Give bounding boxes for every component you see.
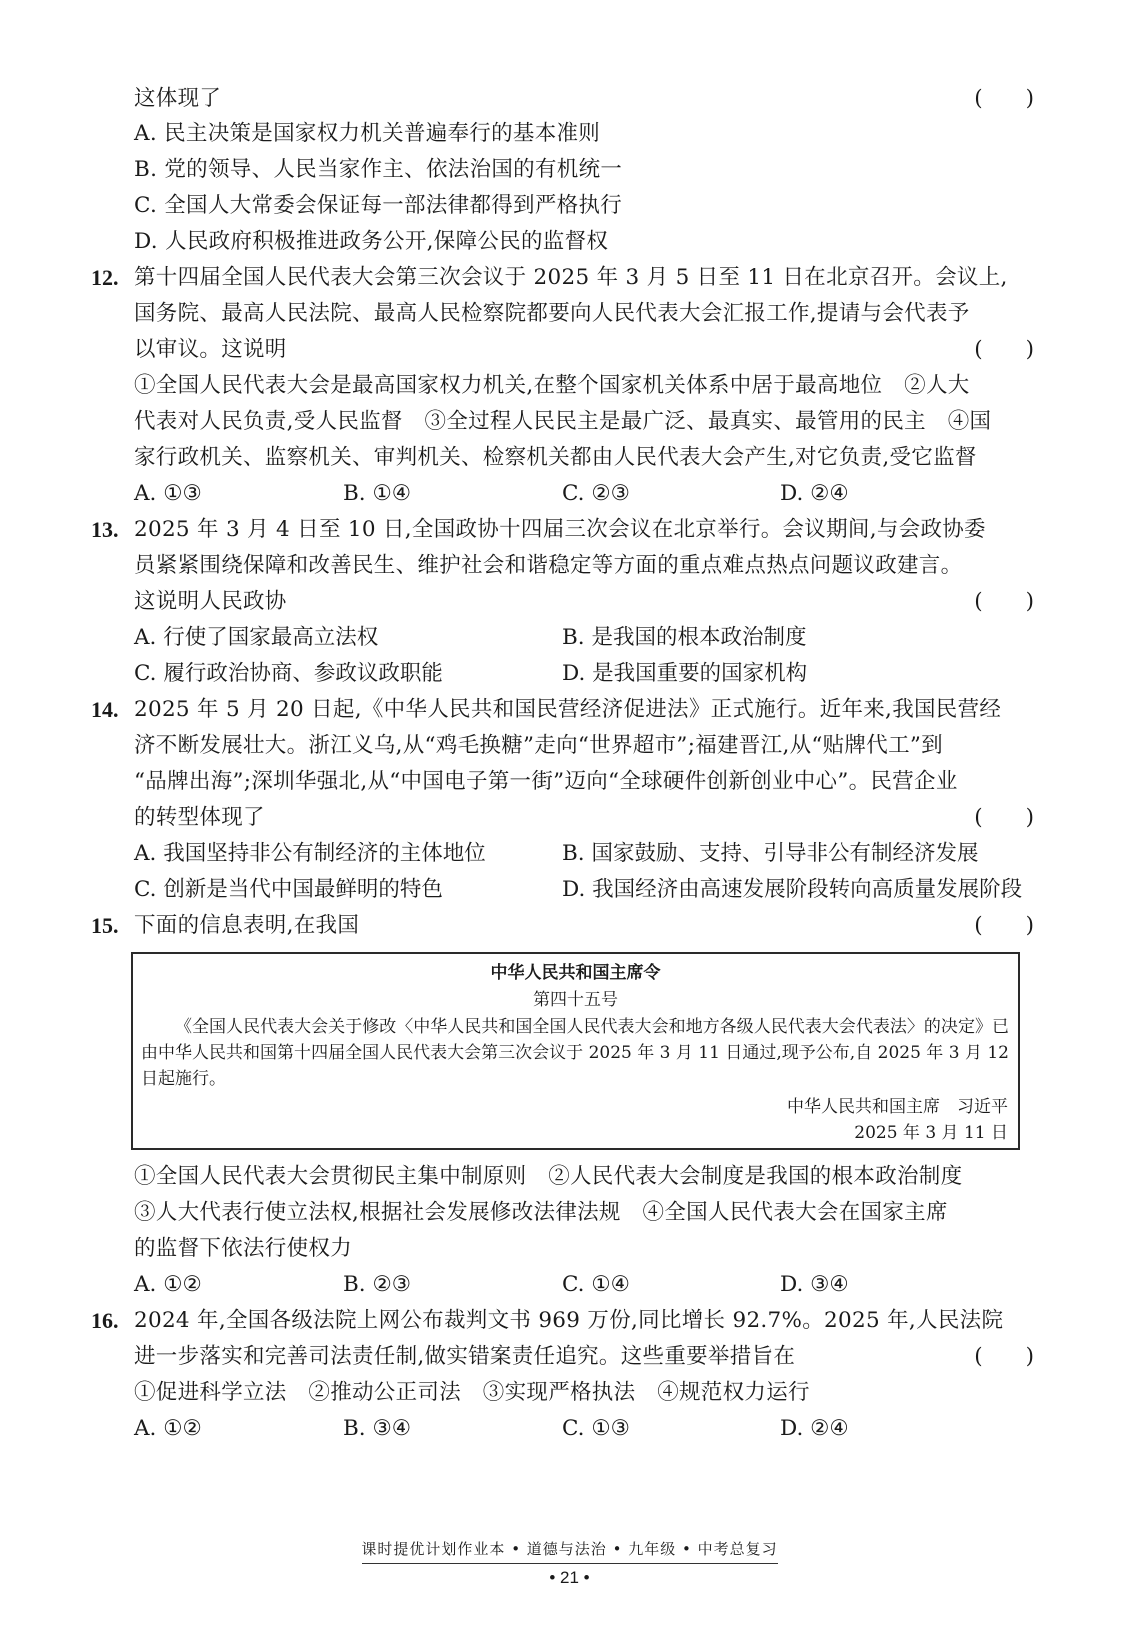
- option-14-c: C. 创新是当代中国最鲜明的特色: [134, 877, 443, 902]
- option-14-a: A. 我国坚持非公有制经济的主体地位: [134, 841, 486, 866]
- option-14-d: D. 我国经济由高速发展阶段转向高质量发展阶段: [562, 877, 1023, 902]
- option-13-b: B. 是我国的根本政治制度: [562, 625, 807, 650]
- answer-bracket-15: ( ): [974, 913, 1034, 938]
- answer-bracket-14: ( ): [974, 805, 1034, 830]
- question-14-stem-line: “品牌出海”;深圳华强北,从“中国电子第一街”迈向“全球硬件创新创业中心”。民营企业: [134, 769, 958, 794]
- option-12-b: B. ①④: [343, 481, 412, 506]
- question-15-statement-line: ①全国人民代表大会贯彻民主集中制原则 ②人民代表大会制度是我国的根本政治制度: [134, 1164, 963, 1189]
- question-15-statement-line: ③人大代表行使立法权,根据社会发展修改法律法规 ④全国人民代表大会在国家主席: [134, 1200, 948, 1225]
- option-12-d: D. ②④: [780, 481, 849, 506]
- option-13-d: D. 是我国重要的国家机构: [562, 661, 808, 686]
- question-13-stem-line: 员紧紧围绕保障和改善民生、维护社会和谐稳定等方面的重点难点热点问题议政建言。: [134, 553, 963, 578]
- question-15-stem-line: 下面的信息表明,在我国: [134, 913, 360, 938]
- question-number-16: 16.: [91, 1308, 119, 1333]
- option-12-a: A. ①③: [134, 481, 202, 506]
- order-body: 《全国人民代表大会关于修改〈中华人民共和国全国人民代表大会和地方各级人民代表大会代表法〉的决定》已由中华人民共和国第十四届全国人民代表大会第三次会议于 2025 年 3 月 11 日通过,现予公布,自 2025 年 3 月 12 日起施行。: [141, 1017, 1009, 1089]
- question-13-stem-line: 2025 年 3 月 4 日至 10 日,全国政协十四届三次会议在北京举行。会议期间,与会政协委: [134, 517, 986, 542]
- question-12-statement-line: 代表对人民负责,受人民监督 ③全过程人民民主是最广泛、最真实、最管用的民主 ④国: [134, 409, 992, 434]
- question-11-stem-tail: 这体现了: [134, 86, 222, 111]
- option-13-c: C. 履行政治协商、参政议政职能: [134, 661, 443, 686]
- question-12-stem-line: 国务院、最高人民法院、最高人民检察院都要向人民代表大会汇报工作,提请与会代表予: [134, 301, 970, 326]
- presidential-order-box: [131, 952, 1020, 1150]
- answer-bracket-13: ( ): [974, 589, 1034, 614]
- answer-bracket-11: ( ): [974, 86, 1034, 111]
- option-15-c: C. ①④: [562, 1272, 630, 1297]
- answer-bracket-16: ( ): [974, 1344, 1034, 1369]
- option-16-b: B. ③④: [343, 1416, 412, 1441]
- question-number-14: 14.: [91, 697, 119, 722]
- option-12-c: C. ②③: [562, 481, 630, 506]
- option-15-d: D. ③④: [780, 1272, 849, 1297]
- option-11-b: B. 党的领导、人民当家作主、依法治国的有机统一: [134, 157, 623, 182]
- question-12-statement-line: 家行政机关、监察机关、审判机关、检察机关都由人民代表大会产生,对它负责,受它监督: [134, 445, 977, 470]
- footer-book-title: 课时提优计划作业本 • 道德与法治 • 九年级 • 中考总复习: [361, 1540, 778, 1558]
- question-12-stem-line: 第十四届全国人民代表大会第三次会议于 2025 年 3 月 5 日至 11 日在北京召开。会议上,: [134, 265, 1008, 290]
- question-14-stem-line: 2025 年 5 月 20 日起,《中华人民共和国民营经济促进法》正式施行。近年来,我国民营经: [134, 697, 1002, 722]
- question-14-stem-line: 的转型体现了: [134, 805, 265, 830]
- question-16-stem-line: 进一步落实和完善司法责任制,做实错案责任追究。这些重要举措旨在: [134, 1344, 796, 1369]
- option-11-a: A. 民主决策是国家权力机关普遍奉行的基本准则: [134, 121, 601, 146]
- question-number-13: 13.: [91, 517, 119, 542]
- order-number: 第四十五号: [533, 990, 618, 1010]
- question-13-stem-line: 这说明人民政协: [134, 589, 287, 614]
- option-13-a: A. 行使了国家最高立法权: [134, 625, 379, 650]
- order-signer: 中华人民共和国主席 习近平: [787, 1097, 1008, 1117]
- option-14-b: B. 国家鼓励、支持、引导非公有制经济发展: [562, 841, 979, 866]
- option-16-a: A. ①②: [134, 1416, 202, 1441]
- option-16-d: D. ②④: [780, 1416, 849, 1441]
- question-16-stem-line: 2024 年,全国各级法院上网公布裁判文书 969 万份,同比增长 92.7%。2025 年,人民法院: [134, 1308, 1004, 1333]
- question-12-statement-line: ①全国人民代表大会是最高国家权力机关,在整个国家机关体系中居于最高地位 ②人大: [134, 373, 970, 398]
- question-number-15: 15.: [91, 913, 119, 938]
- answer-bracket-12: ( ): [974, 337, 1034, 362]
- page-number: • 21 •: [549, 1568, 590, 1587]
- option-15-a: A. ①②: [134, 1272, 202, 1297]
- order-title: 中华人民共和国主席令: [490, 963, 661, 983]
- footer-divider: [362, 1563, 778, 1564]
- option-11-c: C. 全国人大常委会保证每一部法律都得到严格执行: [134, 193, 623, 218]
- option-15-b: B. ②③: [343, 1272, 412, 1297]
- order-date: 2025 年 3 月 11 日: [854, 1123, 1008, 1143]
- question-16-statement-line: ①促进科学立法 ②推动公正司法 ③实现严格执法 ④规范权力运行: [134, 1380, 810, 1405]
- question-14-stem-line: 济不断发展壮大。浙江义乌,从“鸡毛换糖”走向“世界超市”;福建晋江,从“贴牌代工”到: [134, 733, 943, 758]
- question-number-12: 12.: [91, 265, 119, 290]
- question-15-statement-line: 的监督下依法行使权力: [134, 1236, 353, 1261]
- question-12-stem-line: 以审议。这说明: [134, 337, 287, 362]
- option-11-d: D. 人民政府积极推进政务公开,保障公民的监督权: [134, 229, 609, 254]
- option-16-c: C. ①③: [562, 1416, 630, 1441]
